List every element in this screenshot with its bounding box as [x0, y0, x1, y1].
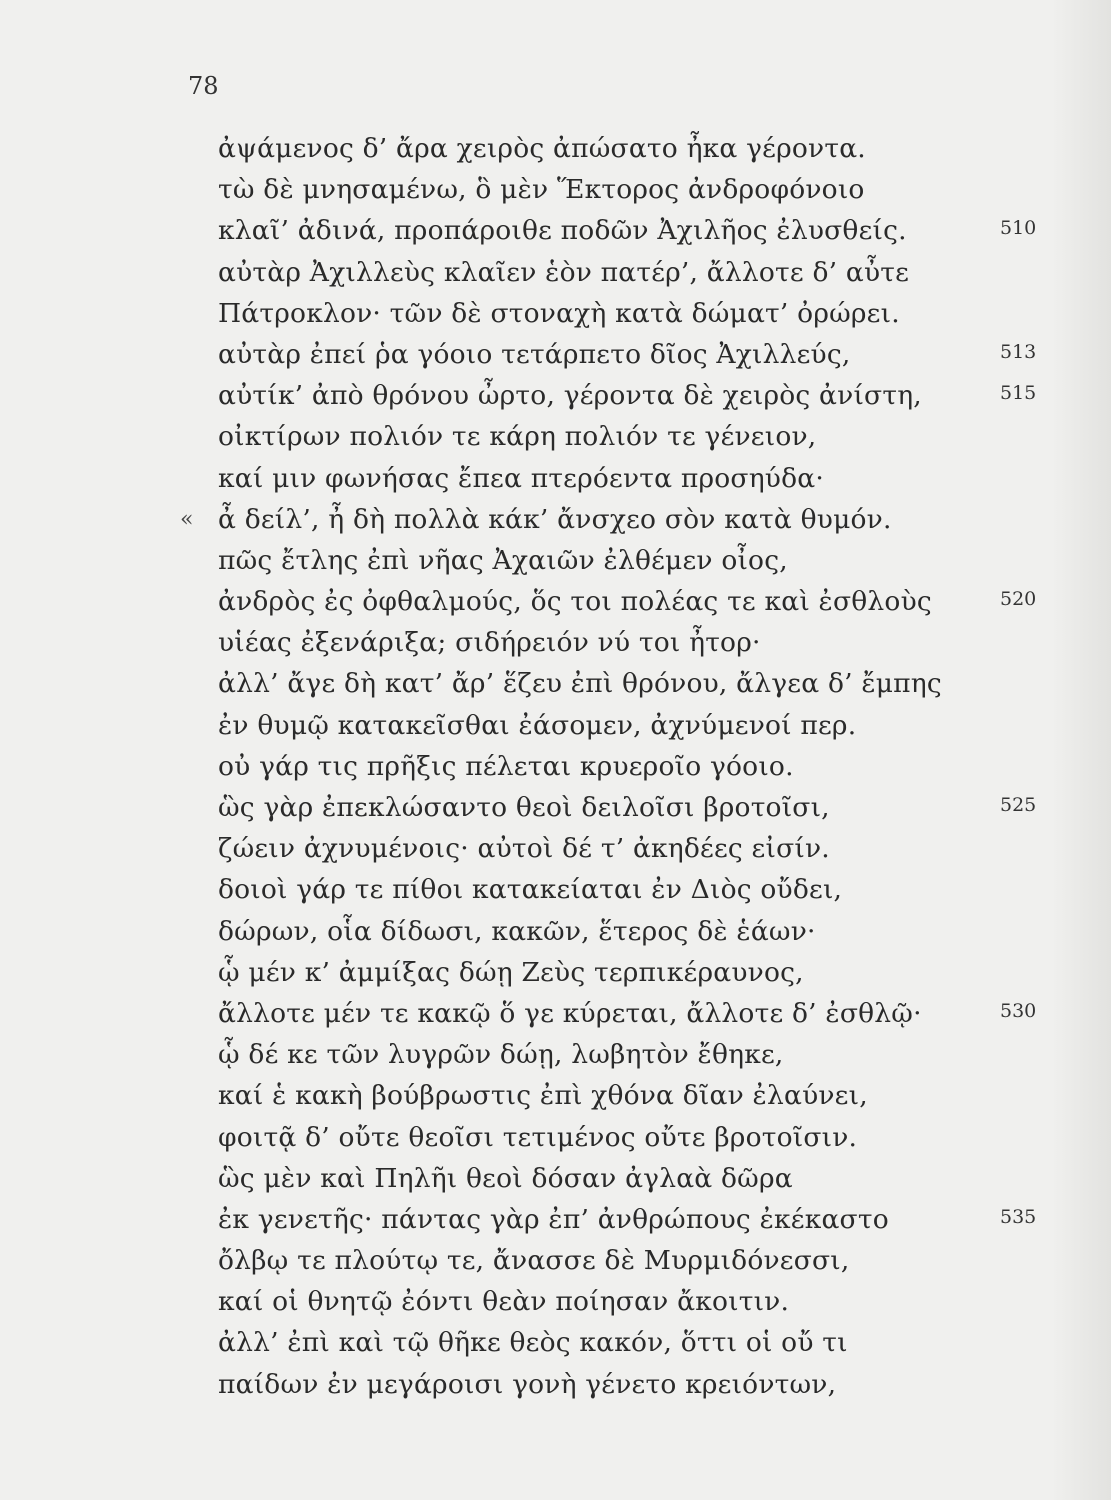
verse-text: ὄλβῳ τε πλούτῳ τε, ἄνασσε δὲ Μυρμιδόνεσσι, — [218, 1245, 850, 1277]
verse-line — [218, 1034, 978, 1075]
verse-line — [218, 1117, 978, 1158]
verse-line — [218, 416, 978, 457]
line-number: 520 — [1000, 588, 1037, 611]
verse-line — [218, 911, 978, 952]
verse-text: οὐ γάρ τις πρῆξις πέλεται κρυεροῖο γόοιο. — [218, 750, 794, 782]
verse-line — [218, 334, 1037, 375]
verse-line — [218, 663, 978, 704]
verse-text: φοιτᾷ δ’ οὔτε θεοῖσι τετιμένος οὔτε βροτοῖσιν. — [218, 1121, 858, 1153]
verse-line — [218, 828, 978, 869]
verse-line — [218, 1281, 978, 1322]
verse-text: καί μιν φωνήσας ἔπεα πτερόεντα προσηύδα· — [218, 462, 824, 494]
verse-line — [218, 1199, 1037, 1240]
verse-text: καί ἑ κακὴ βούβρωστις ἐπὶ χθόνα δῖαν ἐλαύνει, — [218, 1080, 868, 1112]
verse-text: ἄλλοτε μέν τε κακῷ ὅ γε κύρεται, ἄλλοτε δ’ ἐσθλῷ· — [218, 997, 922, 1029]
page-edge-shadow — [1051, 0, 1111, 1500]
verse-text: ἐν θυμῷ κατακεῖσθαι ἐάσομεν, ἀχνύμενοί περ. — [218, 709, 857, 741]
verse-line — [218, 293, 978, 334]
verse-text: δώρων, οἷα δίδωσι, κακῶν, ἕτερος δὲ ἑάων· — [218, 915, 816, 947]
verse-line — [218, 540, 978, 581]
verse-text: ᾧ δέ κε τῶν λυγρῶν δώῃ, λωβητὸν ἔθηκε, — [218, 1039, 784, 1071]
verse-text: ἀψάμενος δ’ ἄρα χειρὸς ἀπώσατο ἦκα γέροντα. — [218, 133, 866, 164]
verse-text: δοιοὶ γάρ τε πίθοι κατακείαται ἐν Διὸς οὔδει, — [218, 874, 843, 906]
verse-text: καί οἱ θνητῷ ἐόντι θεὰν ποίησαν ἄκοιτιν. — [218, 1286, 790, 1318]
verse-text: Πάτροκλον· τῶν δὲ στοναχὴ κατὰ δώματ’ ὀρώρει. — [218, 297, 900, 329]
verse-text: ἆ δείλ’, ἦ δὴ πολλὰ κάκ’ ἄνσχεο σὸν κατὰ θυμόν. — [218, 503, 892, 535]
verse-text: οἰκτίρων πολιόν τε κάρη πολιόν τε γένειον, — [218, 421, 817, 453]
verse-line — [218, 1075, 978, 1116]
verse-line — [218, 210, 1037, 251]
verse-line — [180, 499, 978, 540]
verse-text: αὐτὰρ Ἀχιλλεὺς κλαῖεν ἑὸν πατέρ’, ἄλλοτε δ’ αὖτε — [218, 256, 910, 288]
verse-line — [218, 581, 1037, 622]
verse-text: υἱέας ἐξενάριξα; σιδήρειόν νύ τοι ἦτορ· — [218, 627, 761, 659]
verse-line — [218, 787, 1037, 828]
quotation-marker: « — [180, 506, 194, 532]
verse-line — [218, 169, 978, 210]
verse-text: ζώειν ἀχνυμένοις· αὐτοὶ δέ τ’ ἀκηδέες εἰσίν. — [218, 833, 830, 865]
verse-text: πῶς ἔτλης ἐπὶ νῆας Ἀχαιῶν ἐλθέμεν οἶος, — [218, 544, 788, 576]
verse-line — [218, 952, 978, 993]
line-number: 535 — [1000, 1205, 1037, 1228]
verse-text: ὣς γὰρ ἐπεκλώσαντο θεοὶ δειλοῖσι βροτοῖσι, — [218, 792, 830, 823]
verse-text: ἀνδρὸς ἐς ὀφθαλμούς, ὅς τοι πολέας τε καὶ ἐσθλοὺς — [218, 586, 932, 618]
verse-text: ἀλλ’ ἄγε δὴ κατ’ ἄρ’ ἕζευ ἐπὶ θρόνου, ἄλγεα δ’ ἔμπης — [218, 668, 942, 700]
verse-text: ὣς μὲν καὶ Πηλῆι θεοὶ δόσαν ἀγλαὰ δῶρα — [218, 1162, 793, 1194]
verse-line — [218, 746, 978, 787]
verse-text: ἀλλ’ ἐπὶ καὶ τῷ θῆκε θεὸς κακόν, ὅττι οἱ οὔ τι — [218, 1327, 848, 1359]
verse-line — [218, 993, 1037, 1034]
verse-line — [218, 128, 978, 169]
verse-line — [218, 705, 978, 746]
verse-text: αὐτὰρ ἐπεί ῥα γόοιο τετάρπετο δῖος Ἀχιλλεύς, — [218, 338, 851, 370]
verse-text: ᾧ μέν κ’ ἀμμίξας δώῃ Ζεὺς τερπικέραυνος, — [218, 956, 804, 988]
verse-text: αὐτίκ’ ἀπὸ θρόνου ὦρτο, γέροντα δὲ χειρὸς ἀνίστη, — [218, 380, 922, 412]
line-number: 525 — [1000, 794, 1037, 816]
verse-line — [218, 1364, 978, 1405]
line-number: 513 — [1000, 340, 1037, 363]
verse-line — [218, 622, 978, 663]
verse-text: ἐκ γενετῆς· πάντας γὰρ ἐπ’ ἀνθρώπους ἐκέκαστο — [218, 1203, 889, 1235]
verse-line — [218, 458, 978, 499]
line-number: 510 — [1000, 217, 1037, 240]
verse-text: παίδων ἐν μεγάροισι γονὴ γένετο κρειόντων, — [218, 1368, 837, 1400]
verse-line — [218, 1158, 978, 1199]
verse-line — [218, 1240, 978, 1281]
page-number: 78 — [188, 72, 219, 100]
verse-line — [218, 375, 1037, 416]
verse-line — [218, 1322, 978, 1363]
verse-text: κλαῖ’ ἀδινά, προπάροιθε ποδῶν Ἀχιλῆος ἐλυσθείς. — [218, 215, 907, 247]
verse-line — [218, 252, 978, 293]
line-number: 515 — [1000, 382, 1037, 405]
line-number: 530 — [1000, 999, 1037, 1022]
verse-text: τὼ δὲ μνησαμένω, ὃ μὲν Ἕκτορος ἀνδροφόνοιο — [218, 174, 865, 206]
verse-line — [218, 869, 978, 910]
verse-block — [180, 128, 1037, 1405]
